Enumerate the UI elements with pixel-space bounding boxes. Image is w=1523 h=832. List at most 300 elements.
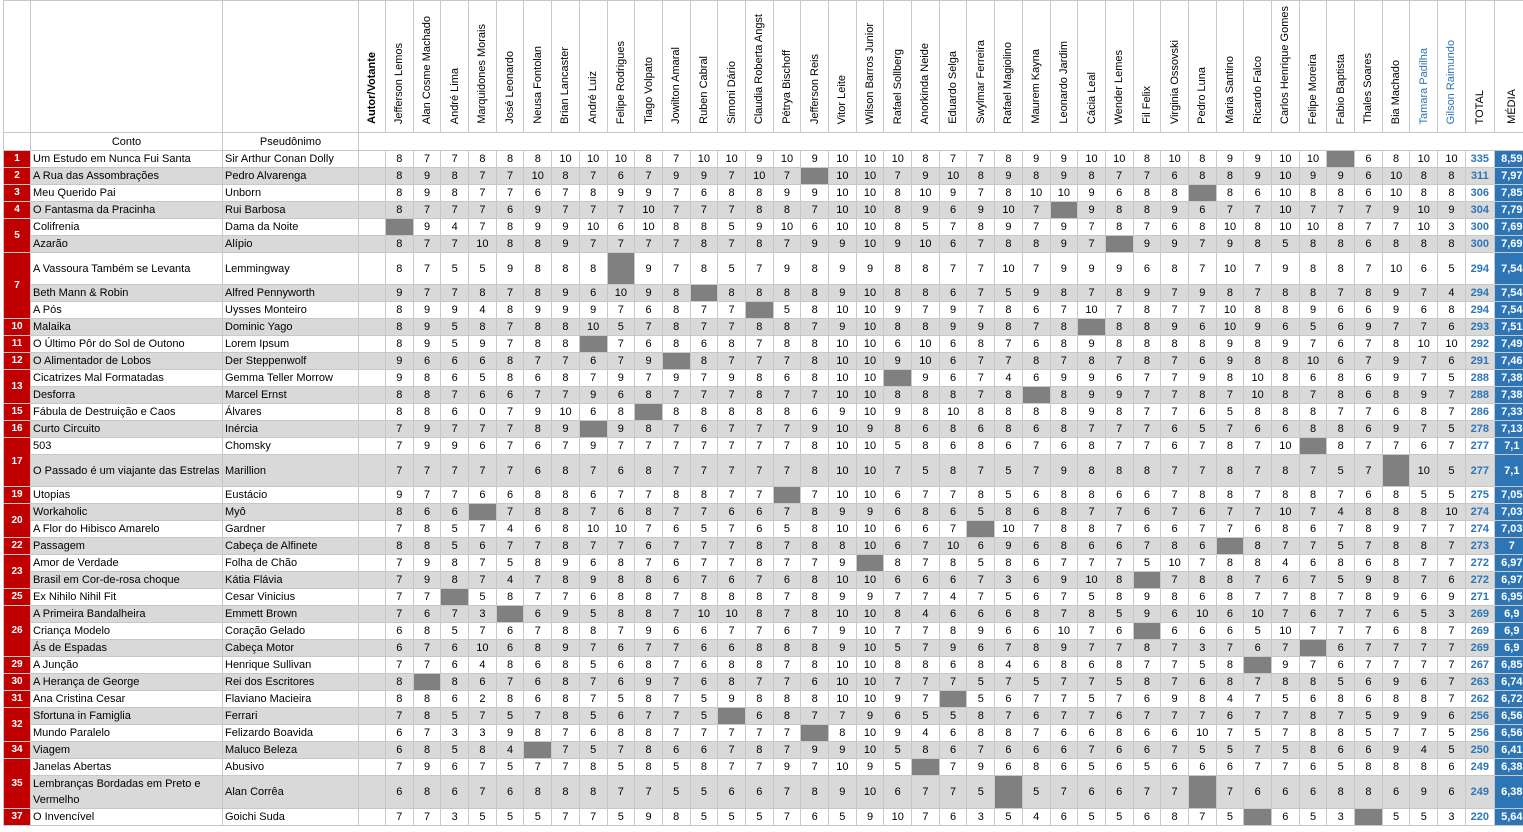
score-cell[interactable]: 8: [995, 421, 1023, 438]
score-cell[interactable]: 8: [801, 640, 829, 657]
total-header[interactable]: TOTAL: [1465, 1, 1494, 133]
score-cell[interactable]: 7: [745, 572, 773, 589]
score-cell[interactable]: 10: [1272, 185, 1300, 202]
score-cell[interactable]: 7: [1133, 708, 1161, 725]
score-cell[interactable]: 7: [441, 487, 469, 504]
score-cell[interactable]: 7: [1438, 555, 1466, 572]
score-cell[interactable]: 8: [1355, 285, 1383, 302]
score-cell[interactable]: 8: [1299, 487, 1327, 504]
score-cell[interactable]: 6: [1410, 302, 1438, 319]
voter-header[interactable]: [1161, 1, 1189, 133]
pseudonym[interactable]: Rui Barbosa: [223, 202, 359, 219]
score-cell[interactable]: 7: [1244, 285, 1272, 302]
total-cell[interactable]: 273: [1465, 538, 1494, 555]
score-cell[interactable]: 6: [386, 742, 414, 759]
score-cell[interactable]: 5: [1299, 809, 1327, 826]
score-cell[interactable]: 7: [884, 674, 912, 691]
score-cell[interactable]: 6: [1105, 708, 1133, 725]
table-row[interactable]: [4, 438, 1523, 455]
score-cell[interactable]: 8: [441, 572, 469, 589]
score-cell[interactable]: 8: [690, 589, 718, 606]
score-cell[interactable]: 10: [856, 674, 884, 691]
score-cell[interactable]: 7: [579, 168, 607, 185]
score-cell[interactable]: 7: [967, 151, 995, 168]
score-cell[interactable]: 7: [1161, 487, 1189, 504]
total-cell[interactable]: 272: [1465, 572, 1494, 589]
own-story-cell[interactable]: [1133, 572, 1161, 589]
score-cell[interactable]: 8: [386, 336, 414, 353]
score-cell[interactable]: 7: [386, 809, 414, 826]
score-cell[interactable]: 8: [524, 555, 552, 572]
score-cell[interactable]: 10: [856, 219, 884, 236]
table-row[interactable]: [4, 319, 1523, 336]
score-cell[interactable]: 7: [1133, 657, 1161, 674]
score-cell[interactable]: 9: [912, 202, 940, 219]
score-cell[interactable]: 3: [469, 606, 497, 623]
score-cell[interactable]: 10: [856, 640, 884, 657]
score-cell[interactable]: 7: [718, 759, 746, 776]
score-cell[interactable]: 5: [469, 589, 497, 606]
score-cell[interactable]: 6: [1161, 521, 1189, 538]
score-cell[interactable]: 8: [1188, 336, 1216, 353]
score-cell[interactable]: 10: [1216, 253, 1244, 285]
total-cell[interactable]: 263: [1465, 674, 1494, 691]
score-cell[interactable]: 10: [829, 202, 857, 219]
score-cell[interactable]: 7: [524, 538, 552, 555]
score-cell[interactable]: 8: [524, 504, 552, 521]
score-cell[interactable]: 5: [967, 674, 995, 691]
score-cell[interactable]: 8: [386, 302, 414, 319]
score-cell[interactable]: 7: [745, 438, 773, 455]
score-cell[interactable]: 8: [1327, 421, 1355, 438]
score-cell[interactable]: 8: [1078, 168, 1106, 185]
score-cell[interactable]: 10: [524, 168, 552, 185]
story-title[interactable]: Malaika: [31, 319, 223, 336]
score-cell[interactable]: 9: [856, 759, 884, 776]
score-cell[interactable]: 8: [1133, 455, 1161, 487]
score-cell[interactable]: 7: [1299, 504, 1327, 521]
voter-header[interactable]: [1382, 1, 1410, 133]
score-cell[interactable]: 6: [1299, 555, 1327, 572]
pseudonym[interactable]: Coração Gelado: [223, 623, 359, 640]
score-cell[interactable]: 7: [773, 504, 801, 521]
score-cell[interactable]: 6: [1022, 589, 1050, 606]
score-cell[interactable]: 7: [1410, 370, 1438, 387]
score-cell[interactable]: 7: [1355, 353, 1383, 370]
score-cell[interactable]: 7: [1355, 438, 1383, 455]
score-cell[interactable]: 6: [1188, 538, 1216, 555]
score-cell[interactable]: 7: [1105, 302, 1133, 319]
score-cell[interactable]: 7: [607, 776, 635, 809]
score-cell[interactable]: 7: [1244, 438, 1272, 455]
table-row[interactable]: [4, 742, 1523, 759]
score-cell[interactable]: 10: [1216, 219, 1244, 236]
score-cell[interactable]: 8: [1216, 572, 1244, 589]
score-cell[interactable]: 8: [829, 538, 857, 555]
score-cell[interactable]: 8: [1272, 521, 1300, 538]
score-cell[interactable]: 7: [1410, 555, 1438, 572]
score-cell[interactable]: 6: [1188, 674, 1216, 691]
voter-header[interactable]: [939, 1, 967, 133]
score-cell[interactable]: 7: [662, 185, 690, 202]
score-cell[interactable]: 8: [1216, 185, 1244, 202]
score-cell[interactable]: 8: [635, 421, 663, 438]
score-cell[interactable]: 9: [1216, 151, 1244, 168]
score-cell[interactable]: 9: [1382, 353, 1410, 370]
score-cell[interactable]: 7: [1327, 404, 1355, 421]
score-cell[interactable]: 6: [1022, 487, 1050, 504]
score-cell[interactable]: 5: [967, 555, 995, 572]
score-cell[interactable]: 8: [1078, 606, 1106, 623]
score-cell[interactable]: 10: [1161, 151, 1189, 168]
score-cell[interactable]: 6: [1188, 504, 1216, 521]
score-cell[interactable]: 8: [1050, 421, 1078, 438]
score-cell[interactable]: 6: [1299, 776, 1327, 809]
own-story-cell[interactable]: [413, 674, 441, 691]
score-cell[interactable]: 7: [1022, 725, 1050, 742]
score-cell[interactable]: 8: [1105, 336, 1133, 353]
score-cell[interactable]: 5: [1216, 404, 1244, 421]
score-cell[interactable]: 6: [1105, 623, 1133, 640]
score-cell[interactable]: 7: [745, 725, 773, 742]
score-cell[interactable]: 7: [413, 236, 441, 253]
score-cell[interactable]: 7: [773, 353, 801, 370]
score-cell[interactable]: 9: [413, 319, 441, 336]
score-cell[interactable]: 7: [1299, 623, 1327, 640]
average-cell[interactable]: 7,05: [1494, 487, 1523, 504]
score-cell[interactable]: 5: [441, 623, 469, 640]
score-cell[interactable]: 7: [801, 319, 829, 336]
score-cell[interactable]: 9: [1078, 387, 1106, 404]
score-cell[interactable]: 10: [1244, 370, 1272, 387]
score-cell[interactable]: 6: [1161, 725, 1189, 742]
score-cell[interactable]: 6: [1161, 421, 1189, 438]
score-cell[interactable]: 8: [1133, 674, 1161, 691]
own-story-cell[interactable]: [801, 725, 829, 742]
score-cell[interactable]: 8: [912, 387, 940, 404]
score-cell[interactable]: 7: [607, 487, 635, 504]
score-cell[interactable]: 9: [773, 185, 801, 202]
score-cell[interactable]: 9: [1410, 776, 1438, 809]
voter-header[interactable]: [607, 1, 635, 133]
score-cell[interactable]: 7: [1050, 776, 1078, 809]
score-cell[interactable]: 8: [745, 640, 773, 657]
score-cell[interactable]: 7: [912, 691, 940, 708]
score-cell[interactable]: 7: [884, 623, 912, 640]
score-cell[interactable]: 7: [773, 236, 801, 253]
score-cell[interactable]: 7: [1355, 455, 1383, 487]
own-story-cell[interactable]: [1050, 202, 1078, 219]
score-cell[interactable]: 7: [607, 623, 635, 640]
score-cell[interactable]: 9: [1382, 302, 1410, 319]
score-cell[interactable]: 10: [607, 521, 635, 538]
score-cell[interactable]: 6: [939, 657, 967, 674]
score-cell[interactable]: 8: [1299, 589, 1327, 606]
score-cell[interactable]: 5: [912, 455, 940, 487]
score-cell[interactable]: 7: [1382, 219, 1410, 236]
score-cell[interactable]: 8: [745, 387, 773, 404]
score-cell[interactable]: 8: [524, 336, 552, 353]
score-cell[interactable]: 8: [1078, 353, 1106, 370]
score-cell[interactable]: 7: [718, 302, 746, 319]
score-cell[interactable]: 7: [579, 202, 607, 219]
average-cell[interactable]: 7,03: [1494, 521, 1523, 538]
score-cell[interactable]: 9: [662, 168, 690, 185]
score-cell[interactable]: 10: [829, 657, 857, 674]
score-cell[interactable]: 8: [1105, 455, 1133, 487]
score-cell[interactable]: 6: [662, 521, 690, 538]
score-cell[interactable]: 7: [718, 319, 746, 336]
score-cell[interactable]: 7: [386, 572, 414, 589]
table-row[interactable]: [4, 538, 1523, 555]
score-cell[interactable]: 6: [1438, 572, 1466, 589]
score-cell[interactable]: 7: [1244, 572, 1272, 589]
score-cell[interactable]: 5: [579, 606, 607, 623]
story-title[interactable]: O Alimentador de Lobos: [31, 353, 223, 370]
score-cell[interactable]: 7: [1216, 776, 1244, 809]
score-cell[interactable]: 8: [995, 404, 1023, 421]
score-cell[interactable]: 6: [1244, 185, 1272, 202]
score-cell[interactable]: 8: [552, 521, 580, 538]
score-cell[interactable]: 7: [1299, 657, 1327, 674]
score-cell[interactable]: 10: [1272, 438, 1300, 455]
score-cell[interactable]: 8: [912, 657, 940, 674]
score-cell[interactable]: 5: [690, 809, 718, 826]
score-cell[interactable]: 8: [524, 236, 552, 253]
own-story-cell[interactable]: [635, 404, 663, 421]
table-row[interactable]: [4, 640, 1523, 657]
score-cell[interactable]: 6: [441, 404, 469, 421]
score-cell[interactable]: 7: [496, 319, 524, 336]
score-cell[interactable]: 7: [995, 674, 1023, 691]
total-cell[interactable]: 275: [1465, 487, 1494, 504]
score-cell[interactable]: 10: [856, 438, 884, 455]
score-cell[interactable]: 7: [1244, 589, 1272, 606]
score-cell[interactable]: 6: [884, 538, 912, 555]
score-cell[interactable]: 8: [1272, 404, 1300, 421]
score-cell[interactable]: 7: [662, 674, 690, 691]
score-cell[interactable]: 9: [552, 640, 580, 657]
score-cell[interactable]: 9: [939, 319, 967, 336]
score-cell[interactable]: 7: [1438, 640, 1466, 657]
score-cell[interactable]: 7: [939, 151, 967, 168]
score-cell[interactable]: 9: [579, 438, 607, 455]
score-cell[interactable]: 7: [413, 657, 441, 674]
score-cell[interactable]: 8: [690, 404, 718, 421]
score-cell[interactable]: 7: [745, 253, 773, 285]
score-cell[interactable]: 7: [662, 236, 690, 253]
score-cell[interactable]: 6: [1022, 302, 1050, 319]
score-cell[interactable]: 8: [745, 538, 773, 555]
score-cell[interactable]: 8: [1244, 336, 1272, 353]
pseudonym[interactable]: Cabeça de Alfinete: [223, 538, 359, 555]
voter-header[interactable]: [1022, 1, 1050, 133]
score-cell[interactable]: 6: [939, 202, 967, 219]
score-cell[interactable]: 10: [1272, 202, 1300, 219]
score-cell[interactable]: 10: [829, 572, 857, 589]
score-cell[interactable]: 7: [1105, 521, 1133, 538]
score-cell[interactable]: 10: [939, 538, 967, 555]
score-cell[interactable]: 7: [469, 219, 497, 236]
story-title[interactable]: Janelas Abertas: [31, 759, 223, 776]
score-cell[interactable]: 5: [1105, 674, 1133, 691]
table-row[interactable]: [4, 589, 1523, 606]
score-cell[interactable]: 6: [1438, 776, 1466, 809]
score-cell[interactable]: 8: [745, 606, 773, 623]
story-title[interactable]: Passagem: [31, 538, 223, 555]
score-cell[interactable]: 8: [1382, 504, 1410, 521]
score-cell[interactable]: 7: [469, 623, 497, 640]
score-cell[interactable]: 6: [1327, 640, 1355, 657]
total-cell[interactable]: 335: [1465, 151, 1494, 168]
score-cell[interactable]: 6: [1355, 370, 1383, 387]
score-cell[interactable]: 7: [801, 487, 829, 504]
score-cell[interactable]: 10: [856, 285, 884, 302]
score-cell[interactable]: 8: [1299, 236, 1327, 253]
score-cell[interactable]: 5: [1078, 691, 1106, 708]
score-cell[interactable]: 6: [1272, 572, 1300, 589]
score-cell[interactable]: 8: [552, 776, 580, 809]
score-cell[interactable]: 7: [1161, 387, 1189, 404]
score-cell[interactable]: 4: [469, 657, 497, 674]
score-cell[interactable]: 10: [856, 336, 884, 353]
score-cell[interactable]: 8: [1105, 202, 1133, 219]
score-cell[interactable]: 7: [496, 438, 524, 455]
score-cell[interactable]: 6: [1355, 168, 1383, 185]
score-cell[interactable]: 8: [1133, 202, 1161, 219]
voter-header[interactable]: [718, 1, 746, 133]
score-cell[interactable]: 5: [884, 438, 912, 455]
average-cell[interactable]: 7,85: [1494, 185, 1523, 202]
score-cell[interactable]: 10: [1272, 623, 1300, 640]
score-cell[interactable]: 10: [718, 606, 746, 623]
score-cell[interactable]: 6: [469, 538, 497, 555]
score-cell[interactable]: 10: [1161, 555, 1189, 572]
score-cell[interactable]: 9: [524, 219, 552, 236]
own-story-cell[interactable]: [1299, 640, 1327, 657]
own-story-cell[interactable]: [1022, 387, 1050, 404]
score-cell[interactable]: 6: [386, 776, 414, 809]
score-cell[interactable]: 8: [801, 589, 829, 606]
score-cell[interactable]: 10: [718, 151, 746, 168]
score-cell[interactable]: 7: [386, 708, 414, 725]
score-cell[interactable]: 8: [1410, 168, 1438, 185]
average-cell[interactable]: 7,1: [1494, 455, 1523, 487]
score-cell[interactable]: 7: [552, 809, 580, 826]
score-cell[interactable]: 8: [386, 236, 414, 253]
score-cell[interactable]: 8: [1299, 404, 1327, 421]
score-cell[interactable]: 7: [1022, 219, 1050, 236]
score-cell[interactable]: 10: [635, 219, 663, 236]
score-cell[interactable]: 7: [662, 606, 690, 623]
score-cell[interactable]: 6: [1410, 674, 1438, 691]
score-cell[interactable]: 9: [856, 708, 884, 725]
total-cell[interactable]: 274: [1465, 504, 1494, 521]
score-cell[interactable]: 6: [1133, 691, 1161, 708]
total-cell[interactable]: 256: [1465, 708, 1494, 725]
score-cell[interactable]: 9: [635, 185, 663, 202]
score-cell[interactable]: 9: [995, 168, 1023, 185]
own-story-cell[interactable]: [1355, 809, 1383, 826]
score-cell[interactable]: 8: [1272, 370, 1300, 387]
score-cell[interactable]: 8: [801, 606, 829, 623]
score-cell[interactable]: 7: [718, 521, 746, 538]
score-cell[interactable]: 8: [745, 404, 773, 421]
score-cell[interactable]: 5: [1078, 809, 1106, 826]
score-cell[interactable]: 9: [801, 742, 829, 759]
score-cell[interactable]: 7: [1244, 708, 1272, 725]
voter-header[interactable]: [829, 1, 857, 133]
score-cell[interactable]: 7: [441, 151, 469, 168]
score-cell[interactable]: 6: [1078, 725, 1106, 742]
score-cell[interactable]: 7: [773, 455, 801, 487]
table-row[interactable]: [4, 776, 1523, 809]
score-cell[interactable]: 10: [856, 538, 884, 555]
score-cell[interactable]: 9: [635, 809, 663, 826]
score-cell[interactable]: 10: [1050, 185, 1078, 202]
score-cell[interactable]: 8: [801, 504, 829, 521]
own-story-cell[interactable]: [1382, 455, 1410, 487]
score-cell[interactable]: 10: [1410, 336, 1438, 353]
score-cell[interactable]: 8: [496, 236, 524, 253]
score-cell[interactable]: 7: [496, 185, 524, 202]
score-cell[interactable]: 5: [469, 253, 497, 285]
score-cell[interactable]: 10: [856, 319, 884, 336]
score-cell[interactable]: 9: [496, 253, 524, 285]
score-cell[interactable]: 9: [1216, 336, 1244, 353]
voter-header[interactable]: [1438, 1, 1466, 133]
score-cell[interactable]: 10: [635, 202, 663, 219]
score-cell[interactable]: 7: [1188, 438, 1216, 455]
score-cell[interactable]: 6: [662, 742, 690, 759]
score-cell[interactable]: 7: [496, 421, 524, 438]
score-cell[interactable]: 10: [1272, 504, 1300, 521]
total-cell[interactable]: 250: [1465, 742, 1494, 759]
score-cell[interactable]: 7: [1050, 691, 1078, 708]
voter-header[interactable]: [1299, 1, 1327, 133]
score-cell[interactable]: 7: [496, 455, 524, 487]
score-cell[interactable]: 8: [995, 151, 1023, 168]
pseudonym[interactable]: Lemmingway: [223, 253, 359, 285]
score-cell[interactable]: 7: [1410, 657, 1438, 674]
score-cell[interactable]: 8: [801, 657, 829, 674]
score-cell[interactable]: 7: [1105, 421, 1133, 438]
score-cell[interactable]: 8: [912, 504, 940, 521]
score-cell[interactable]: 7: [386, 589, 414, 606]
score-cell[interactable]: 8: [1438, 168, 1466, 185]
score-cell[interactable]: 5: [441, 521, 469, 538]
score-cell[interactable]: 9: [856, 253, 884, 285]
score-cell[interactable]: 7: [1161, 285, 1189, 302]
score-cell[interactable]: 6: [1438, 319, 1466, 336]
average-cell[interactable]: 6,9: [1494, 623, 1523, 640]
score-cell[interactable]: 10: [1382, 253, 1410, 285]
score-cell[interactable]: 7: [718, 421, 746, 438]
score-cell[interactable]: 9: [413, 302, 441, 319]
score-cell[interactable]: 6: [939, 438, 967, 455]
score-cell[interactable]: 8: [884, 421, 912, 438]
score-cell[interactable]: 6: [441, 353, 469, 370]
score-cell[interactable]: 5: [579, 708, 607, 725]
score-cell[interactable]: 7: [1133, 387, 1161, 404]
score-cell[interactable]: 5: [1410, 487, 1438, 504]
score-cell[interactable]: 7: [1161, 455, 1189, 487]
score-cell[interactable]: 5: [912, 708, 940, 725]
voter-header[interactable]: [1244, 1, 1272, 133]
score-cell[interactable]: 6: [607, 219, 635, 236]
score-cell[interactable]: 5: [1327, 538, 1355, 555]
score-cell[interactable]: 8: [967, 219, 995, 236]
